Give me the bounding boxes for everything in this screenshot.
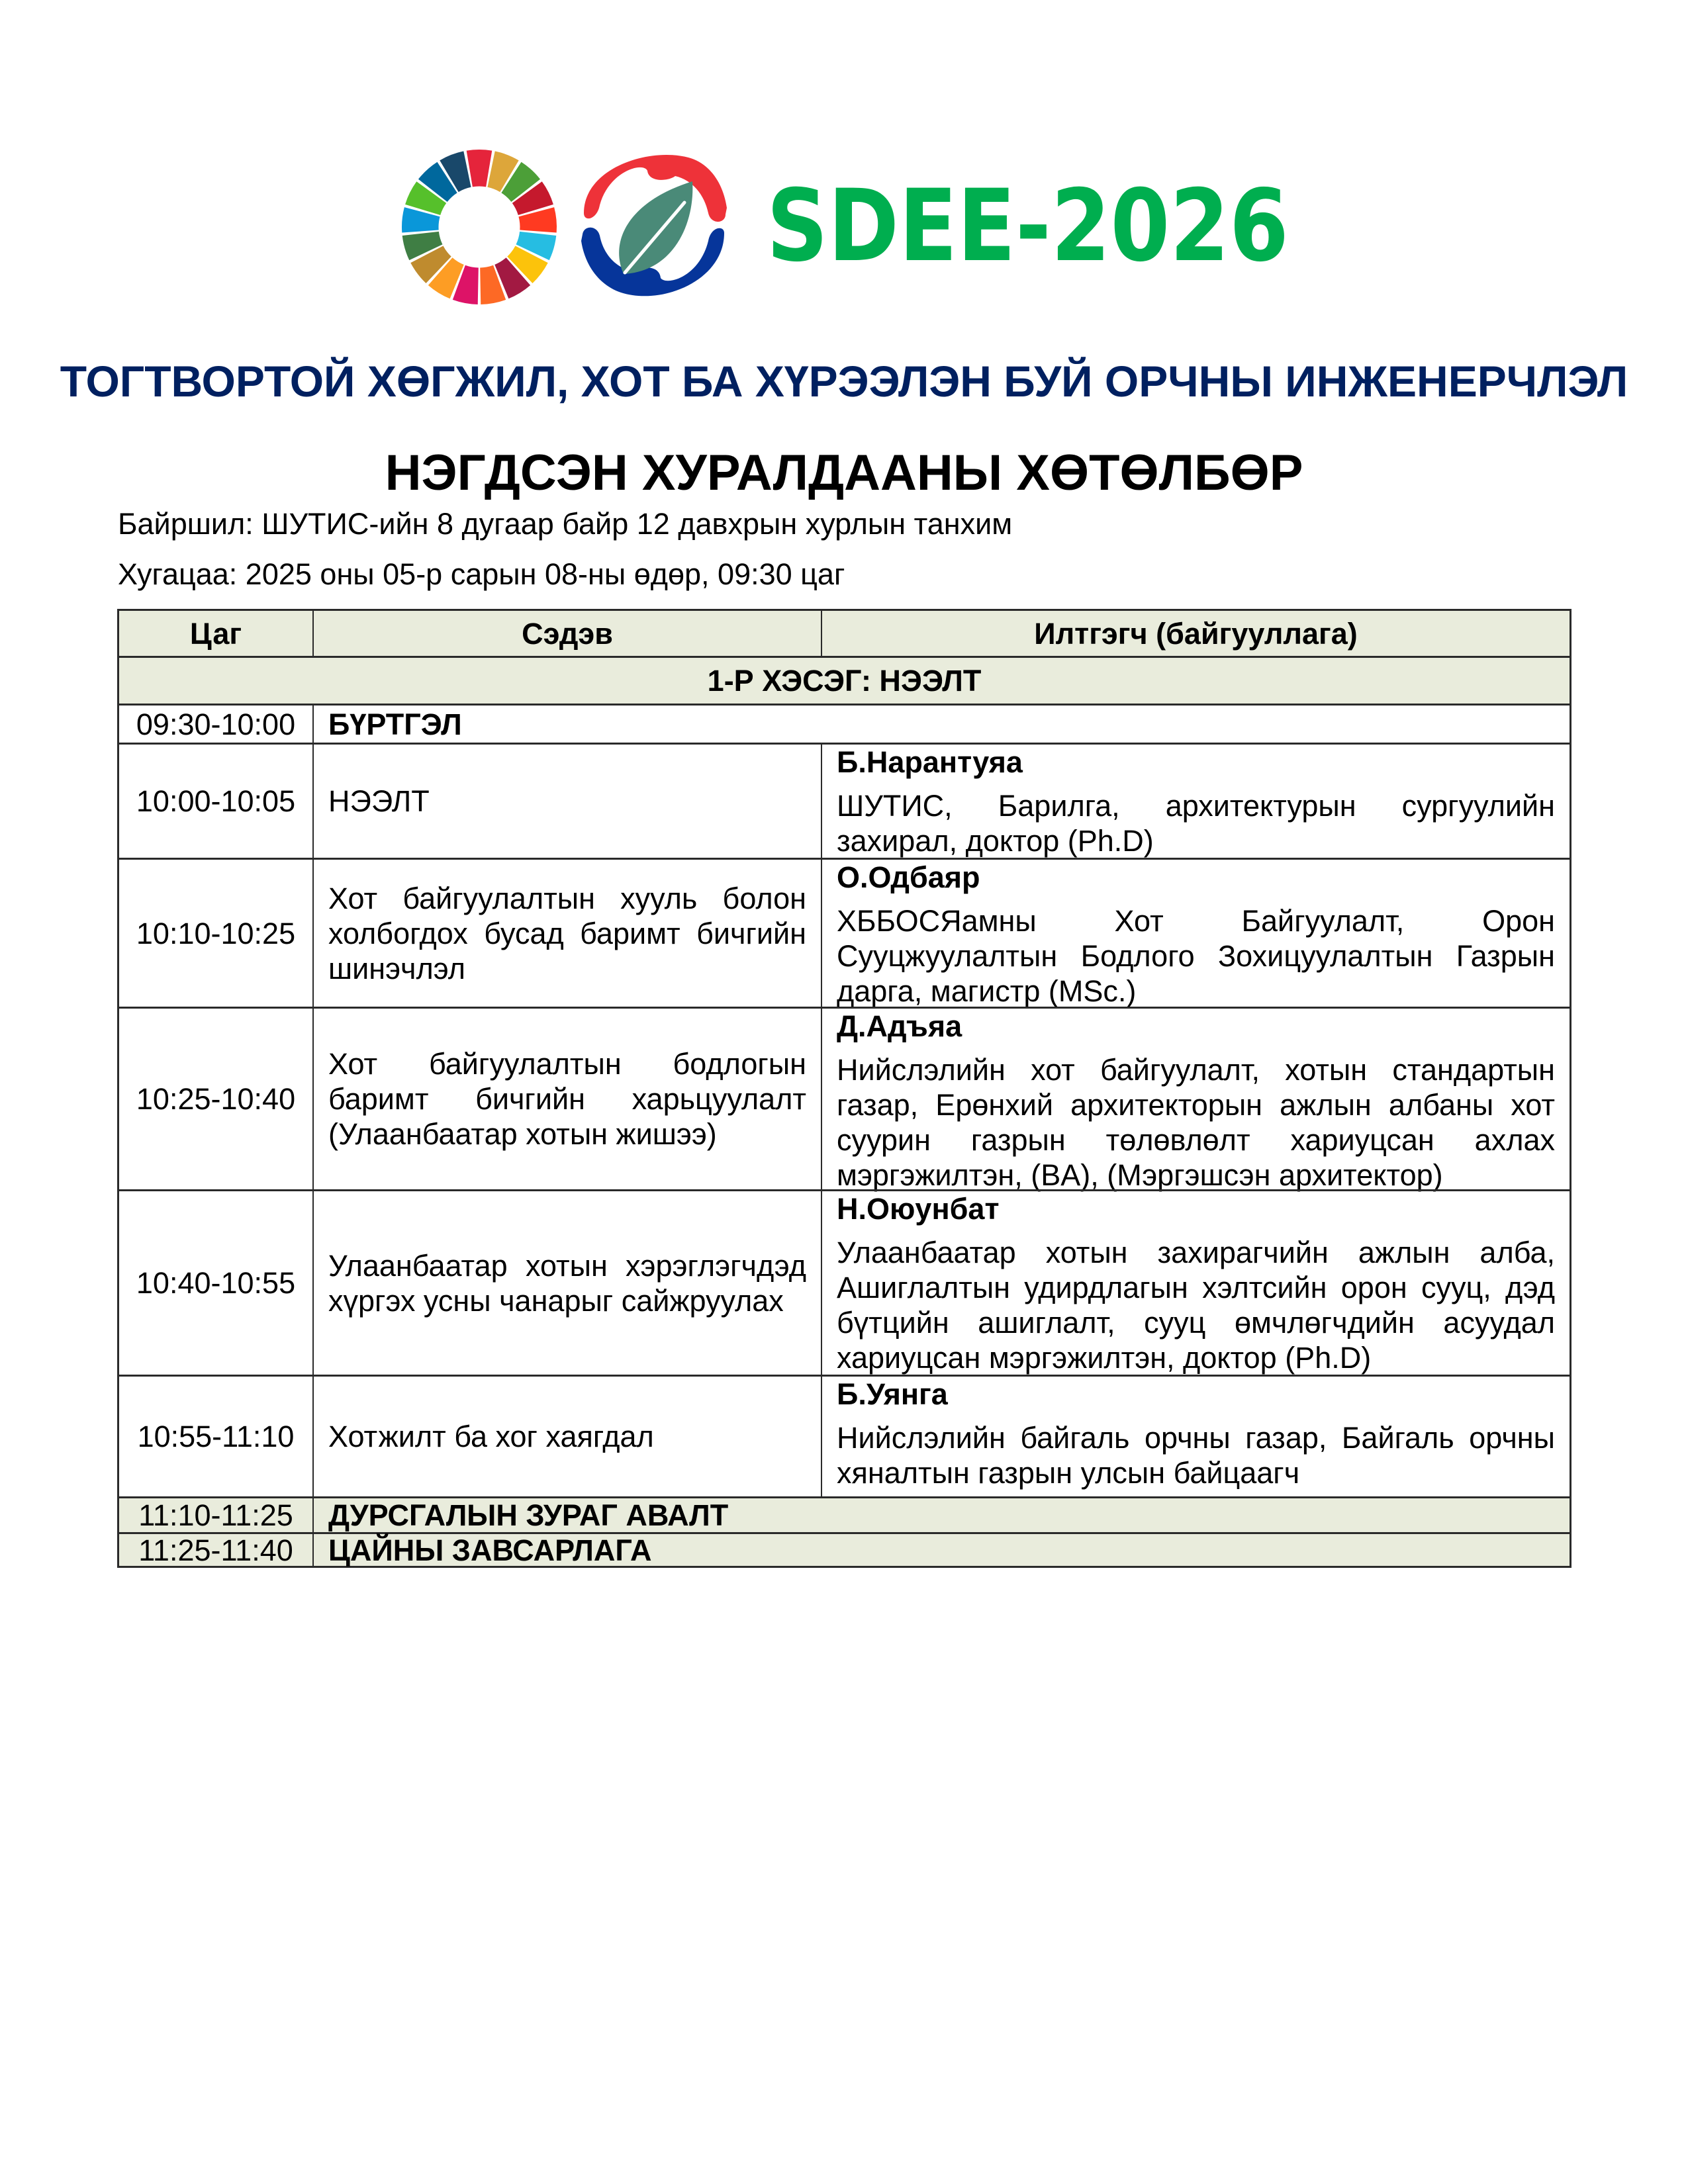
speaker-organization: Улаанбаатар хотын захирагчийн ажлын алба, Ашиглалтын удирдлагын хэлтсийн орон сууц, дэд бүтцийн ашиглалт, сууц өмчлөгчдийн асуудал хариуцсан мэргэжилтэн, доктор (Ph.D) bbox=[837, 1236, 1555, 1375]
topic-cell: ДУРСГАЛЫН ЗУРАГ АВАЛТ bbox=[312, 1498, 1571, 1532]
section-title: 1-Р ХЭСЭГ: НЭЭЛТ bbox=[117, 658, 1571, 704]
topic-cell: БҮРТГЭЛ bbox=[312, 705, 1571, 743]
time-cell: 10:25-10:40 bbox=[117, 1009, 312, 1189]
speaker-name: Д.Адъяа bbox=[837, 1009, 962, 1043]
sdg-wheel-icon bbox=[399, 148, 560, 306]
speaker-cell bbox=[821, 1009, 1571, 1192]
topic-cell: НЭЭЛТ bbox=[312, 745, 821, 858]
time-cell: 11:25-11:40 bbox=[117, 1534, 312, 1566]
column-header-time: Цаг bbox=[117, 611, 312, 656]
location-line: Байршил: ШУТИС-ийн 8 дугаар байр 12 давхрын хурлын танхим bbox=[118, 507, 1013, 541]
sdg-wheel-segment bbox=[467, 150, 492, 187]
time-cell: 10:10-10:25 bbox=[117, 860, 312, 1007]
topic-cell: Хотжилт ба хог хаягдал bbox=[312, 1377, 821, 1496]
speaker-name: Н.Оюунбат bbox=[837, 1192, 1000, 1226]
speaker-name: Б.Нарантуяа bbox=[837, 745, 1023, 779]
table-row bbox=[117, 1189, 1571, 1375]
time-cell: 11:10-11:25 bbox=[117, 1498, 312, 1532]
topic-cell: Хот байгуулалтын бодлогын баримт бичгийн харьцуулалт (Улаанбаатар хотын жишээ) bbox=[312, 1009, 821, 1189]
conference-title: ТОГТВОРТОЙ ХӨГЖИЛ, ХОТ БА ХҮРЭЭЛЭН БУЙ ОРЧНЫ ИНЖЕНЕРЧЛЭЛ bbox=[60, 357, 1628, 406]
topic-cell: Улаанбаатар хотын хэрэглэгчдэд хүргэх усны чанарыг сайжруулах bbox=[312, 1191, 821, 1375]
speaker-cell bbox=[821, 1377, 1571, 1496]
table-row bbox=[117, 1375, 1571, 1496]
table-row bbox=[117, 704, 1571, 743]
time-cell: 10:40-10:55 bbox=[117, 1191, 312, 1375]
duration-line: Хугацаа: 2025 оны 05-р сарын 08-ны өдөр, 09:30 цаг bbox=[118, 557, 845, 591]
table-row bbox=[117, 743, 1571, 858]
table-row bbox=[117, 858, 1571, 1007]
schedule-table bbox=[117, 609, 1571, 1568]
topic-cell: ЦАЙНЫ ЗАВСАРЛАГА bbox=[312, 1534, 1571, 1566]
table-row bbox=[117, 1532, 1571, 1568]
topic-cell: Хот байгуулалтын хууль болон холбогдох бусад баримт бичгийн шинэчлэл bbox=[312, 860, 821, 1007]
column-header-speaker: Илтгэгч (байгууллага) bbox=[821, 611, 1571, 656]
hands-leaf-icon bbox=[569, 142, 739, 307]
table-row bbox=[117, 1007, 1571, 1192]
time-cell: 09:30-10:00 bbox=[117, 705, 312, 743]
section-row bbox=[117, 656, 1571, 704]
speaker-organization: Нийслэлийн хот байгуулалт, хотын стандартын газар, Ерөнхий архитекторын ажлын албаны хот суурин газрын төлөвлөлт хариуцсан ахлах мэргэжилтэн, (BA), (Мэргэшсэн архитектор) bbox=[837, 1053, 1555, 1192]
time-cell: 10:55-11:10 bbox=[117, 1377, 312, 1496]
event-logo-text: SDEE-2026 bbox=[767, 169, 1289, 284]
speaker-cell bbox=[821, 1191, 1571, 1375]
speaker-name: Б.Уянга bbox=[837, 1377, 948, 1411]
speaker-organization: ШУТИС, Барилга, архитектурын сургуулийн захирал, доктор (Ph.D) bbox=[837, 789, 1555, 858]
column-header-topic: Сэдэв bbox=[312, 611, 821, 656]
speaker-organization: ХББОСЯамны Хот Байгуулалт, Орон Сууцжуулалтын Бодлого Зохицуулалтын Газрын дарга, магистр (MSc.) bbox=[837, 904, 1555, 1008]
speaker-organization: Нийслэлийн байгаль орчны газар, Байгаль орчны хяналтын газрын улсын байцаагч bbox=[837, 1421, 1555, 1490]
program-title: НЭГДСЭН ХУРАЛДААНЫ ХӨТӨЛБӨР bbox=[385, 445, 1303, 501]
speaker-name: О.Одбаяр bbox=[837, 860, 980, 894]
time-cell: 10:00-10:05 bbox=[117, 745, 312, 858]
table-row bbox=[117, 1496, 1571, 1532]
table-header-row bbox=[117, 609, 1571, 656]
speaker-cell bbox=[821, 745, 1571, 858]
speaker-cell bbox=[821, 860, 1571, 1007]
leaf-shape bbox=[619, 181, 692, 274]
